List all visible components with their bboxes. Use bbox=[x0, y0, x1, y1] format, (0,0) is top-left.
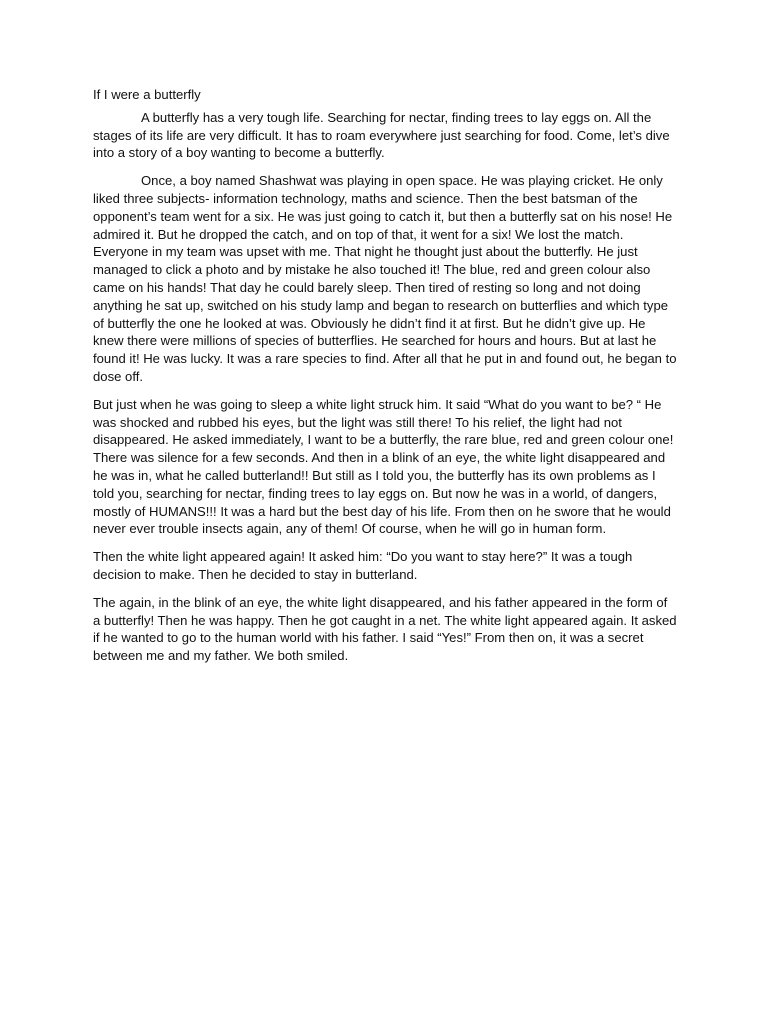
paragraph-stay-decision: Then the white light appeared again! It asked him: “Do you want to stay here?” It was a tough decision to make. Then he decided to stay in butterland. bbox=[93, 549, 633, 582]
paragraph-intro: A butterfly has a very tough life. Searching for nectar, finding trees to lay eggs on. All the stages of its life are very difficult. It has to roam everywhere just searching for food. Come, let’s dive into a story of a boy wanting to become a butterfly. bbox=[93, 109, 670, 161]
document-body bbox=[93, 86, 678, 675]
document-title: If I were a butterfly bbox=[93, 87, 201, 102]
paragraph-cricket-match: Once, a boy named Shashwat was playing in open space. He was playing cricket. He only liked three subjects- information technology, maths and science. Then the best batsman of the opponent’s team went for a six. He was just going to catch it, but then a butterfly sat on his nose! He admired it. But he dropped the catch, and on top of that, it went for a six! We lost the match. Everyone in my team was upset with me. That night he thought just about the butterfly. He just managed to click a photo and by mistake he also touched it! The blue, red and green colour also came on his hands! That day he could barely sleep. Then tired of resting so long and not doing anything he sat up, switched on his study lamp and began to research on butterflies and which type of butterfly the one he looked at was. Obviously he didn’t find it at first. But he didn’t give up. He knew there were millions of species of butterflies. He searched for hours and hours. But at last he found it! He was lucky. It was a rare species to find. After all that he put in and found out, he began to dose off. bbox=[93, 173, 677, 384]
paragraph-ending: The again, in the blink of an eye, the white light disappeared, and his father appeared in the form of a butterfly! Then he was happy. Then he got caught in a net. The white light appeared again. It asked if he wanted to go to the human world with his father. I said “Yes!” From then on, it was a secret between me and my father. We both smiled. bbox=[93, 594, 677, 664]
paragraph-white-light: But just when he was going to sleep a white light struck him. It said “What do you want to be? “ He was shocked and rubbed his eyes, but the light was still there! To his relief, the light had not disappeared. He asked immediately, I want to be a butterfly, the rare blue, red and green colour one! There was silence for a few seconds. And then in a blink of an eye, the white light disappeared and he was in, what he called butterland!! But still as I told you, the butterfly has its own problems as I told you, searching for nectar, finding trees to lay eggs on. But now he was in a world, of dangers, mostly of HUMANS!!! It was a hard but the best day of his life. From then on he swore that he would never ever trouble insects again, any of them! Of course, when he will go in human form. bbox=[93, 396, 674, 537]
